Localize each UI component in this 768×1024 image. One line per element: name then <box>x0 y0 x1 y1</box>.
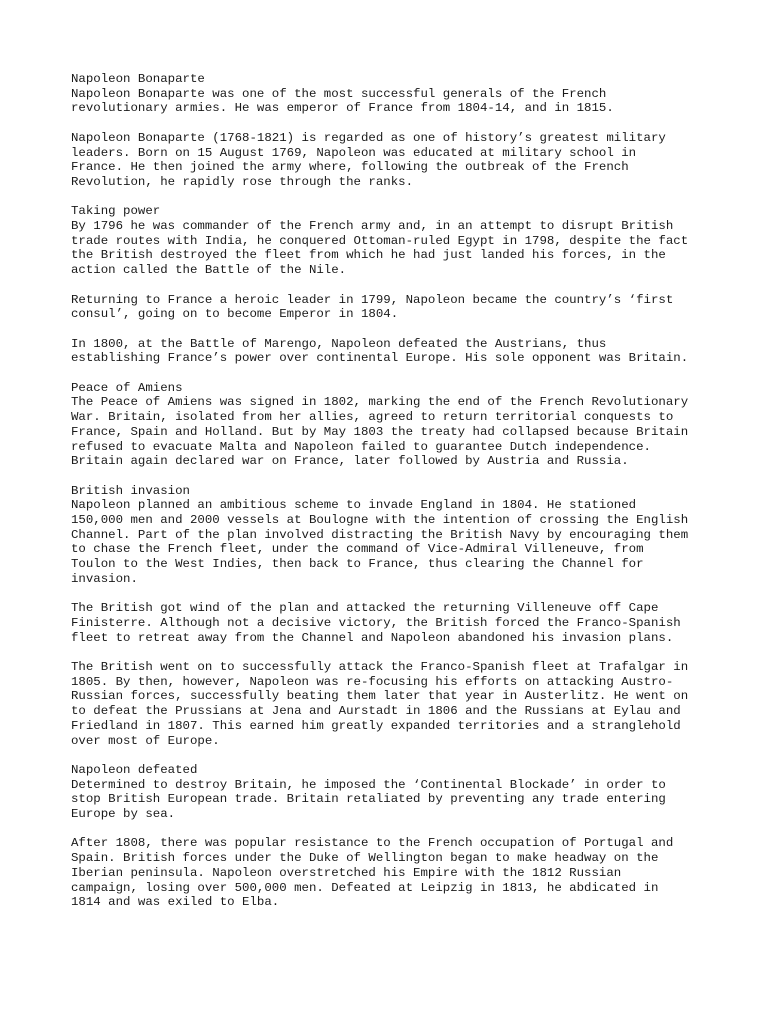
paragraph-block <box>71 836 711 910</box>
paragraph-block <box>71 601 711 645</box>
text-line: consul’, going on to become Emperor in 1804. <box>71 307 399 322</box>
text-line: trade routes with India, he conquered Ottoman-ruled Egypt in 1798, despite the fact <box>71 233 689 248</box>
text-line: to chase the French fleet, under the command of Vice-Admiral Villeneuve, from <box>71 542 644 557</box>
section-heading: British invasion <box>71 483 190 498</box>
text-line: Finisterre. Although not a decisive victory, the British forced the Franco-Spanish <box>71 615 681 630</box>
text-line: to defeat the Prussians at Jena and Aurstadt in 1806 and the Russians at Eylau and <box>71 704 681 719</box>
text-line: fleet to retreat away from the Channel and Napoleon abandoned his invasion plans. <box>71 630 674 645</box>
paragraph-block <box>71 337 711 366</box>
paragraph-block <box>71 381 711 469</box>
text-line: 1805. By then, however, Napoleon was re-focusing his efforts on attacking Austro- <box>71 674 674 689</box>
text-line: Britain again declared war on France, later followed by Austria and Russia. <box>71 454 629 469</box>
section-heading: Napoleon defeated <box>71 762 198 777</box>
text-line: Friedland in 1807. This earned him greatly expanded territories and a stranglehold <box>71 718 681 733</box>
text-line: Channel. Part of the plan involved distracting the British Navy by encouraging them <box>71 527 689 542</box>
text-line: the British destroyed the fleet from which he had just landed his forces, in the <box>71 248 666 263</box>
paragraph-block <box>71 293 711 322</box>
text-line: action called the Battle of the Nile. <box>71 263 347 278</box>
text-line: refused to evacuate Malta and Napoleon failed to guarantee Dutch independence. <box>71 439 651 454</box>
text-line: France, Spain and Holland. But by May 1803 the treaty had collapsed because Britain <box>71 424 689 439</box>
text-line: Europe by sea. <box>71 807 176 822</box>
text-line: Iberian peninsula. Napoleon overstretched his Empire with the 1812 Russian <box>71 865 622 880</box>
document-page <box>71 72 711 925</box>
text-line: invasion. <box>71 571 138 586</box>
section-heading: Napoleon Bonaparte <box>71 72 205 86</box>
text-line: Russian forces, successfully beating them later that year in Austerlitz. He went on <box>71 689 689 704</box>
text-line: Napoleon planned an ambitious scheme to invade England in 1804. He stationed <box>71 498 637 513</box>
section-heading: Peace of Amiens <box>71 380 183 395</box>
paragraph-block <box>71 72 711 116</box>
text-line: Revolution, he rapidly rose through the ranks. <box>71 174 414 189</box>
text-line: campaign, losing over 500,000 men. Defeated at Leipzig in 1813, he abdicated in <box>71 880 659 895</box>
text-line: Napoleon Bonaparte was one of the most successful generals of the French <box>71 86 607 101</box>
text-line: over most of Europe. <box>71 733 220 748</box>
text-line: After 1808, there was popular resistance to the French occupation of Portugal and <box>71 836 674 851</box>
text-line: Spain. British forces under the Duke of Wellington began to make headway on the <box>71 851 659 866</box>
text-line: The British got wind of the plan and attacked the returning Villeneuve off Cape <box>71 601 659 616</box>
text-line: leaders. Born on 15 August 1769, Napoleon was educated at military school in <box>71 145 637 160</box>
text-line: establishing France’s power over continental Europe. His sole opponent was Britain. <box>71 351 689 366</box>
section-heading: Taking power <box>71 204 161 219</box>
text-line: 1814 and was exiled to Elba. <box>71 895 280 910</box>
paragraph-block <box>71 660 711 748</box>
text-line: By 1796 he was commander of the French army and, in an attempt to disrupt British <box>71 219 674 233</box>
text-line: Toulon to the West Indies, then back to France, thus clearing the Channel for <box>71 557 644 572</box>
paragraph-block <box>71 204 711 278</box>
paragraph-block <box>71 484 711 587</box>
text-line: stop British European trade. Britain retaliated by preventing any trade entering <box>71 792 666 807</box>
text-line: 150,000 men and 2000 vessels at Boulogne with the intention of crossing the English <box>71 513 689 527</box>
paragraph-block <box>71 131 711 190</box>
text-line: revolutionary armies. He was emperor of France from 1804-14, and in 1815. <box>71 101 614 116</box>
text-line: War. Britain, isolated from her allies, agreed to return territorial conquests to <box>71 410 674 425</box>
text-line: Napoleon Bonaparte (1768-1821) is regarded as one of history’s greatest military <box>71 130 666 145</box>
paragraph-block <box>71 763 711 822</box>
text-line: Returning to France a heroic leader in 1799, Napoleon became the country’s ‘first <box>71 292 674 307</box>
text-line: In 1800, at the Battle of Marengo, Napoleon defeated the Austrians, thus <box>71 336 607 351</box>
text-line: Determined to destroy Britain, he imposed the ‘Continental Blockade’ in order to <box>71 777 666 792</box>
text-line: France. He then joined the army where, following the outbreak of the French <box>71 160 629 175</box>
text-line: The Peace of Amiens was signed in 1802, marking the end of the French Revolutionary <box>71 395 689 410</box>
text-line: The British went on to successfully attack the Franco-Spanish fleet at Trafalgar in <box>71 660 689 674</box>
